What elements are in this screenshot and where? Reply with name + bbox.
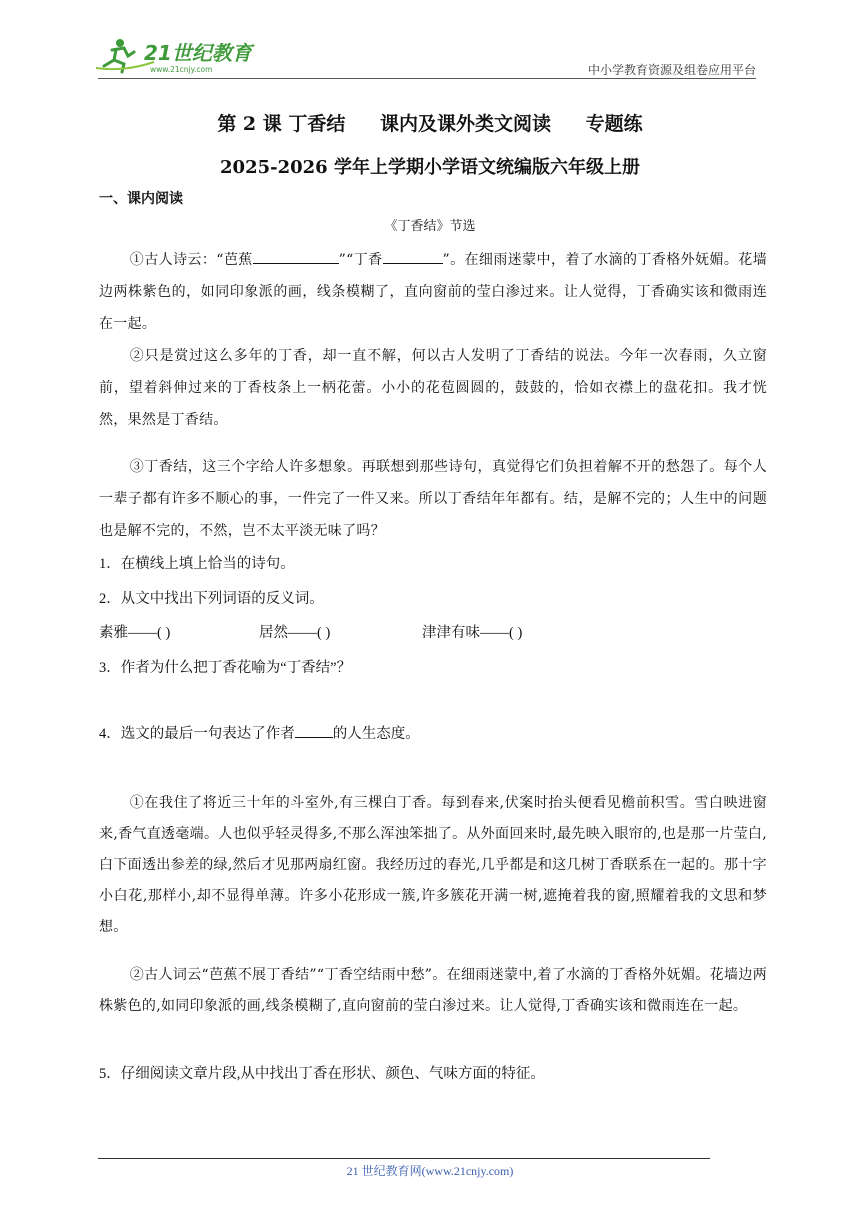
page-header — [0, 0, 860, 80]
fill-blank-3[interactable] — [295, 723, 333, 738]
p4-text: ①在我住了将近三十年的斗室外,有三棵白丁香。每到春来,伏案时抬头便看见檐前积雪。雪白映进窗来,香气直透毫端。人也似乎轻灵得多,不那么浑浊笨拙了。从外面回来时,最先映入眼帘的,也是那一片莹白,白下面透出参差的绿,然后才见那两扇红窗。我经历过的春光,几乎都是和这几树丁香联系在一起的。那十字小白花,那样小,却不显得单薄。许多小花形成一簇,许多簇花开满一树,遮掩着我的窗,照耀着我的文思和梦想。 — [99, 795, 767, 935]
logo-text: 21世纪教育 — [144, 41, 252, 65]
section-heading: 一、课内阅读 — [99, 191, 183, 207]
passage-paragraph-2 — [99, 340, 767, 436]
title-lesson: 第 2 课 丁香结 — [217, 113, 346, 135]
footer-link[interactable]: 21 世纪教育网(www.21cnjy.com) — [346, 1164, 514, 1178]
logo-runner-icon — [94, 36, 264, 78]
antonym-item: 素雅——( ) — [99, 625, 171, 641]
antonym-item: 居然——( ) — [259, 625, 331, 641]
question-2: 2．从文中找出下列词语的反义词。 — [99, 591, 324, 607]
logo-url: www.21cnjy.com — [150, 65, 213, 74]
footer-divider — [98, 1158, 710, 1159]
question-5: 5．仔细阅读文章片段,从中找出丁香在形状、颜色、气味方面的特征。 — [99, 1066, 545, 1082]
passage-paragraph-3 — [99, 451, 767, 547]
platform-label: 中小学教育资源及组卷应用平台 — [587, 63, 756, 77]
p1-text-a: ①古人诗云：“芭蕉 — [129, 252, 253, 268]
question-4 — [99, 722, 420, 746]
fill-blank-2[interactable] — [383, 249, 443, 264]
q4-text-a: 4．选文的最后一句表达了作者 — [99, 726, 295, 742]
logo — [94, 36, 264, 78]
q4-text-b: 的人生态度。 — [332, 726, 420, 742]
antonym-item: 津津有味——( ) — [422, 625, 523, 641]
doc-subtitle: 2025-2026 学年上学期小学语文统编版六年级上册 — [220, 157, 640, 178]
p1-text-b: ”“丁香 — [338, 252, 383, 268]
title-type: 专题练 — [585, 113, 643, 135]
fill-blank-1[interactable] — [253, 249, 339, 264]
title-topic: 课内及课外类文阅读 — [380, 113, 552, 135]
passage-title: 《丁香结》节选 — [384, 219, 476, 234]
p5-text: ②古人词云“芭蕉不展丁香结”“丁香空结雨中愁”。在细雨迷蒙中,着了水滴的丁香格外妩媚。花墙边两株紫色的,如同印象派的画,线条模糊了,直向窗前的莹白渗过来。让人觉得,丁香确实该和微雨连在一起。 — [99, 967, 767, 1014]
passage-paragraph-1 — [99, 244, 767, 340]
passage-paragraph-5 — [99, 960, 767, 1022]
antonym-row — [99, 621, 522, 645]
question-3: 3．作者为什么把丁香花喻为“丁香结”？ — [99, 660, 352, 676]
doc-title — [0, 109, 860, 136]
question-1: 1．在横线上填上恰当的诗句。 — [99, 556, 295, 572]
p1-text-c: ”。在细雨迷蒙中，着了水滴的丁香格外妩媚。花墙边两株紫色的，如同印象派的画，线条模糊了，直向窗前的莹白渗过来。让人觉得，丁香确实该和微雨连在一起。 — [99, 252, 768, 332]
p2-text: ②只是赏过这么多年的丁香，却一直不解，何以古人发明了丁香结的说法。今年一次春雨，久立窗前，望着斜伸过来的丁香枝条上一柄花蕾。小小的花苞圆圆的，鼓鼓的，恰如衣襟上的盘花扣。我才恍然，果然是丁香结。 — [99, 348, 767, 428]
header-divider — [98, 78, 756, 79]
p3-text: ③丁香结，这三个字给人许多想象。再联想到那些诗句，真觉得它们负担着解不开的愁怨了。每个人一辈子都有许多不顺心的事，一件完了一件又来。所以丁香结年年都有。结，是解不完的；人生中的问题也是解不完的，不然，岂不太平淡无味了吗？ — [99, 459, 767, 539]
passage-paragraph-4 — [99, 788, 767, 943]
